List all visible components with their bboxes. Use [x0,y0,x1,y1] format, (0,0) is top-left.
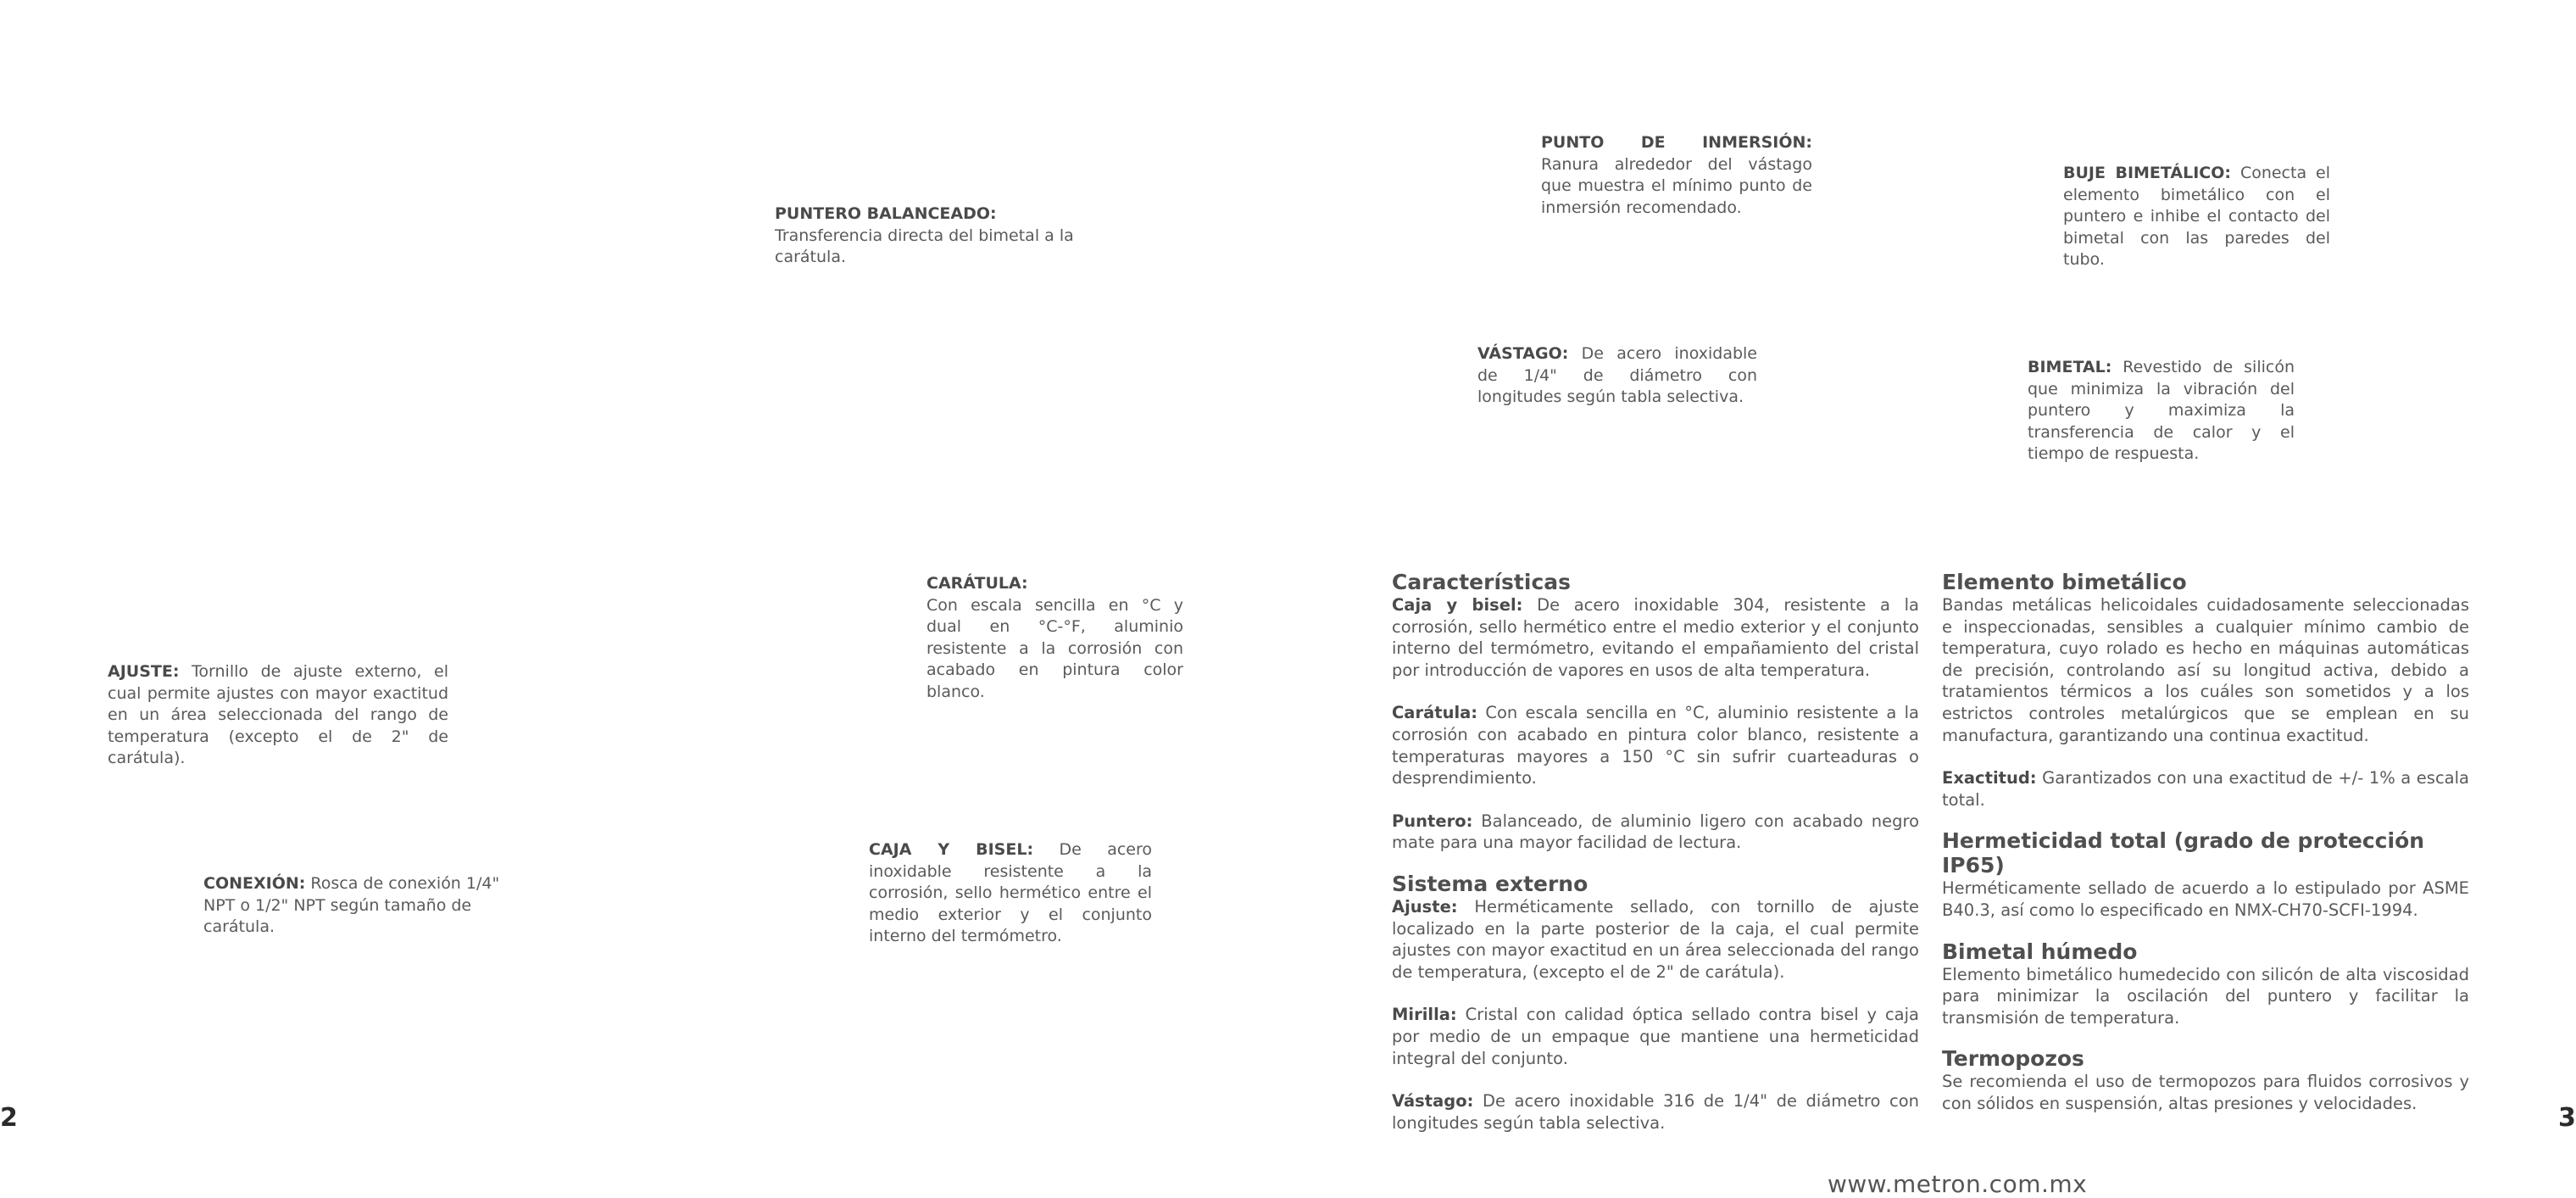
callout-label: PUNTERO BALANCEADO: [775,204,997,223]
callout-vastago [1477,343,1757,409]
section-title-caracteristicas: Características [1392,570,1572,594]
callout-puntero-balanceado [775,203,1148,269]
callout-punto-inmersion [1541,132,1812,219]
hermeticidad-text: Herméticamente sellado de acuerdo a lo estipulado por ASME B40.3, así como lo especificado en NMX-CH70-SCFI-1994. [1942,878,2469,920]
elemento-text: Bandas metálicas helicoidales cuidadosamente seleccionadas e inspeccionadas, sensibles a cualquier mínimo cambio de temperatura, cuyo rolado es hecho en máquinas automáticas de precisión, controlando así su longitud activa, debido a tratamientos térmicos a los cuáles son sometidos y a los estrictos controles metalúrgicos que se emplean en su manufactura, garantizando una continua exactitud. [1942,595,2469,745]
callout-label: CARÁTULA: [926,574,1028,593]
feature-text: De acero inoxidable 316 de 1/4" de diámetro con longitudes según tabla selectiva. [1392,1091,1919,1133]
feature-label: Ajuste: [1392,896,1458,917]
feature-caja-bisel [1392,594,1919,681]
feature-ajuste [1392,896,1919,983]
exactitud [1942,767,2469,811]
callout-caja-bisel [869,839,1152,948]
feature-text: Con escala sencilla en °C, aluminio resistente a la corrosión con acabado en pintura color blanco, resistente a temperaturas mayores a 150 °C sin sufrir cuarteaduras o desprendimiento. [1392,703,1919,788]
callout-label: CONEXIÓN: [203,874,306,893]
callout-text: Transferencia directa del bimetal a la carátula. [775,226,1074,266]
callout-conexion [203,873,531,939]
exactitud-label: Exactitud: [1942,768,2037,788]
callout-text: Tornillo de ajuste externo, el cual permite ajustes con mayor exactitud en un área seleccionada del rango de temperatura (excepto el de 2" de carátula). [108,662,448,767]
feature-label: Puntero: [1392,811,1473,831]
callout-label: PUNTO DE INMERSIÓN: [1541,133,1812,152]
feature-caratula [1392,702,1919,788]
callout-caratula [926,573,1183,703]
feature-text: De acero inoxidable 304, resistente a la corrosión, sello hermético entre el medio exterior y el conjunto interno del termómetro, evitando el empañamiento del cristal por introducción de vapores en usos de alta temperatura. [1392,595,1919,680]
callout-text: Revestido de silicón que minimiza la vibración del puntero y maximiza la transferencia de calor y el tiempo de respuesta. [2028,358,2295,463]
feature-text: Balanceado, de aluminio ligero con acabado negro mate para una mayor facilidad de lectura. [1392,811,1919,853]
callout-text: De acero inoxidable de 1/4" de diámetro con longitudes según tabla selectiva. [1477,344,1757,406]
feature-label: Caja y bisel: [1392,595,1523,615]
page-number-left: 2 [0,1103,18,1133]
footer-url[interactable]: www.metron.com.mx [1828,1170,2088,1198]
section-title-bimetal-humedo: Bimetal húmedo [1942,939,2138,964]
callout-text: Conecta el elemento bimetálico con el puntero e inhibe el contacto del bimetal con las paredes del tubo. [2063,164,2331,269]
section-title-hermeticidad: Hermeticidad total (grado de protección IP65) [1942,828,2425,878]
feature-label: Carátula: [1392,703,1478,723]
callout-label: AJUSTE: [108,662,180,681]
exactitud-text: Garantizados con una exactitud de +/- 1% a escala total. [1942,768,2469,810]
callout-ajuste [108,661,448,770]
callout-label: BIMETAL: [2028,358,2112,376]
feature-puntero [1392,811,1919,854]
feature-text: Cristal con calidad óptica sellado contra bisel y caja por medio de un empaque que mantiene una hermeticidad integral del conjunto. [1392,1005,1919,1068]
callout-label: CAJA Y BISEL: [869,840,1034,859]
termopozos-text: Se recomienda el uso de termopozos para fluidos corrosivos y con sólidos en suspensión, altas presiones y velocidades. [1942,1072,2469,1113]
bimetal-humedo-text: Elemento bimetálico humedecido con silicón de alta viscosidad para minimizar la oscilación del puntero y facilitar la transmisión de temperatura. [1942,964,2469,1028]
feature-label: Mirilla: [1392,1005,1457,1025]
feature-label: Vástago: [1392,1091,1474,1112]
feature-vastago [1392,1090,1919,1134]
callout-bimetal [2028,357,2295,465]
callout-label: VÁSTAGO: [1477,344,1569,363]
callout-buje-bimetalico [2063,163,2330,271]
features-column [1392,570,1919,1134]
callout-label: BUJE BIMETÁLICO: [2063,164,2231,182]
specs-column [1942,570,2469,1115]
page-number-right: 3 [2558,1103,2576,1133]
section-title-elemento-bimetalico: Elemento bimetálico [1942,570,2187,594]
section-title-termopozos: Termopozos [1942,1046,2084,1072]
callout-text: Ranura alrededor del vástago que muestra el mínimo punto de inmersión recomendado. [1541,154,1812,217]
feature-mirilla [1392,1004,1919,1069]
feature-text: Herméticamente sellado, con tornillo de ajuste localizado en la parte posterior de la caja, el cual permite ajustes con mayor exactitud en un área seleccionada del rango de temperatura, (excepto el de 2" de carátula). [1392,896,1920,982]
callout-text: De acero inoxidable resistente a la corrosión, sello hermético entre el medio exterior y el conjunto interno del termómetro. [869,840,1152,945]
callout-text: Con escala sencilla en °C y dual en °C-°F, aluminio resistente a la corrosión con acabado en pintura color blanco. [926,595,1183,701]
callout-text: Rosca de conexión 1/4" NPT o 1/2" NPT según tamaño de carátula. [203,874,500,936]
section-title-sistema-externo: Sistema externo [1392,871,1588,896]
